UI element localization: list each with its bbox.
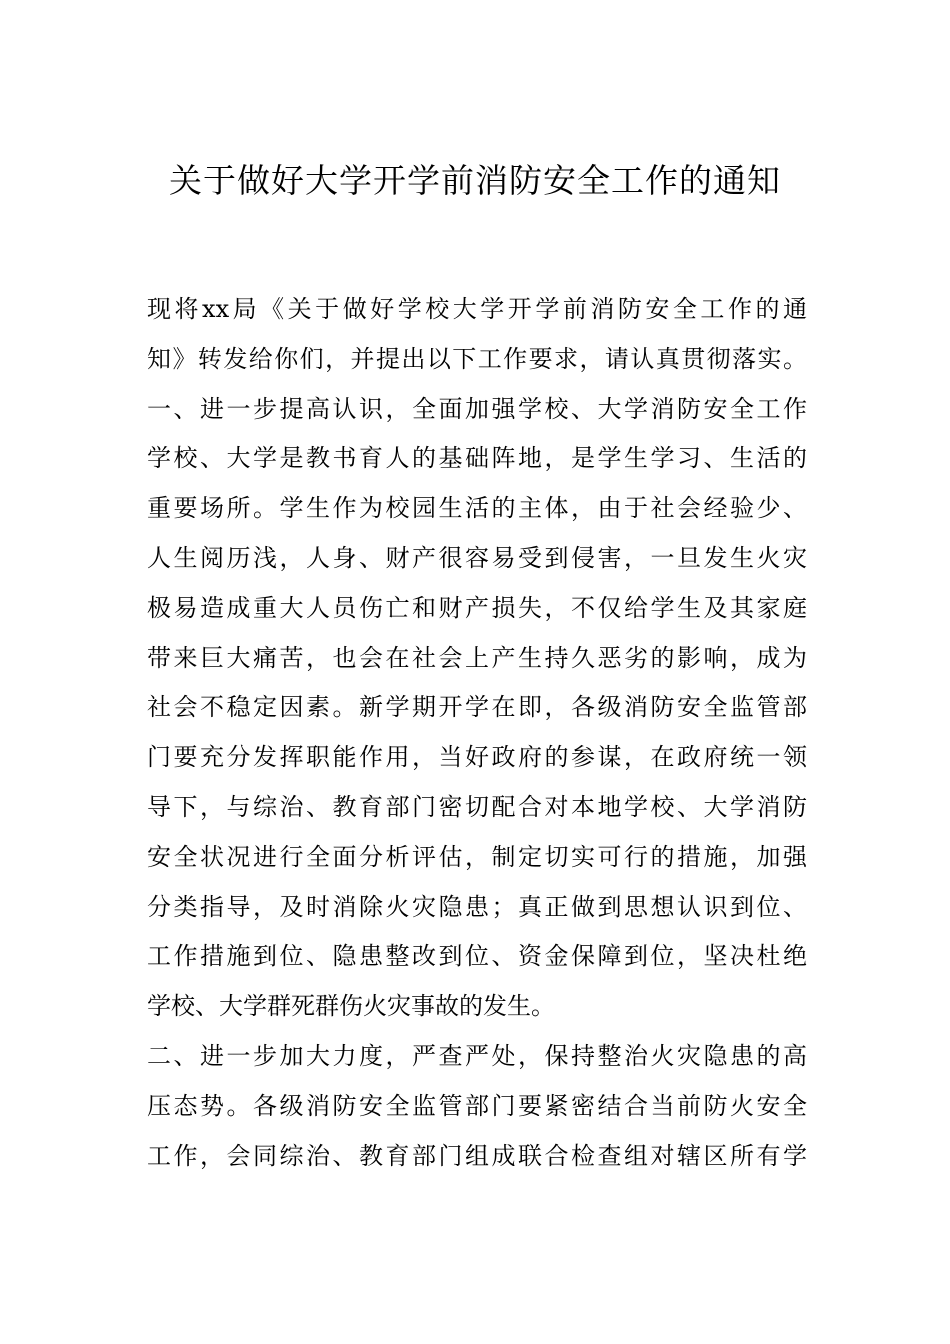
body-line: 导下，与综治、教育部门密切配合对本地学校、大学消防 (147, 792, 807, 821)
body-line: 极易造成重大人员伤亡和财产损失，不仅给学生及其家庭 (147, 593, 807, 622)
body-line: 带来巨大痛苦，也会在社会上产生持久恶劣的影响，成为 (147, 643, 807, 672)
body-line: 压态势。各级消防安全监管部门要紧密结合当前防火安全 (147, 1091, 807, 1120)
body-line: 知》转发给你们，并提出以下工作要求，请认真贯彻落实。 (147, 344, 807, 373)
body-line: 重要场所。学生作为校园生活的主体，由于社会经验少、 (147, 494, 807, 523)
body-line: 现将xx局《关于做好学校大学开学前消防安全工作的通 (147, 295, 807, 323)
body-line: 工作措施到位、隐患整改到位、资金保障到位，坚决杜绝 (147, 942, 807, 971)
body-line: 学校、大学群死群伤火灾事故的发生。 (147, 992, 555, 1021)
body-line: 门要充分发挥职能作用，当好政府的参谋，在政府统一领 (147, 743, 807, 772)
body-line: 工作，会同综治、教育部门组成联合检查组对辖区所有学 (147, 1141, 807, 1170)
body-line: 一、进一步提高认识，全面加强学校、大学消防安全工作 (147, 394, 807, 423)
body-line: 人生阅历浅，人身、财产很容易受到侵害，一旦发生火灾 (147, 543, 807, 572)
body-line: 二、进一步加大力度，严查严处，保持整治火灾隐患的高 (147, 1041, 807, 1070)
body-line: 安全状况进行全面分析评估，制定切实可行的措施，加强 (147, 842, 807, 871)
document-body (147, 285, 807, 1181)
document-title: 关于做好大学开学前消防安全工作的通知 (169, 161, 781, 200)
body-line: 分类指导，及时消除火灾隐患；真正做到思想认识到位、 (147, 892, 807, 921)
body-line: 学校、大学是教书育人的基础阵地，是学生学习、生活的 (147, 444, 807, 473)
body-line: 社会不稳定因素。新学期开学在即，各级消防安全监管部 (147, 693, 807, 722)
